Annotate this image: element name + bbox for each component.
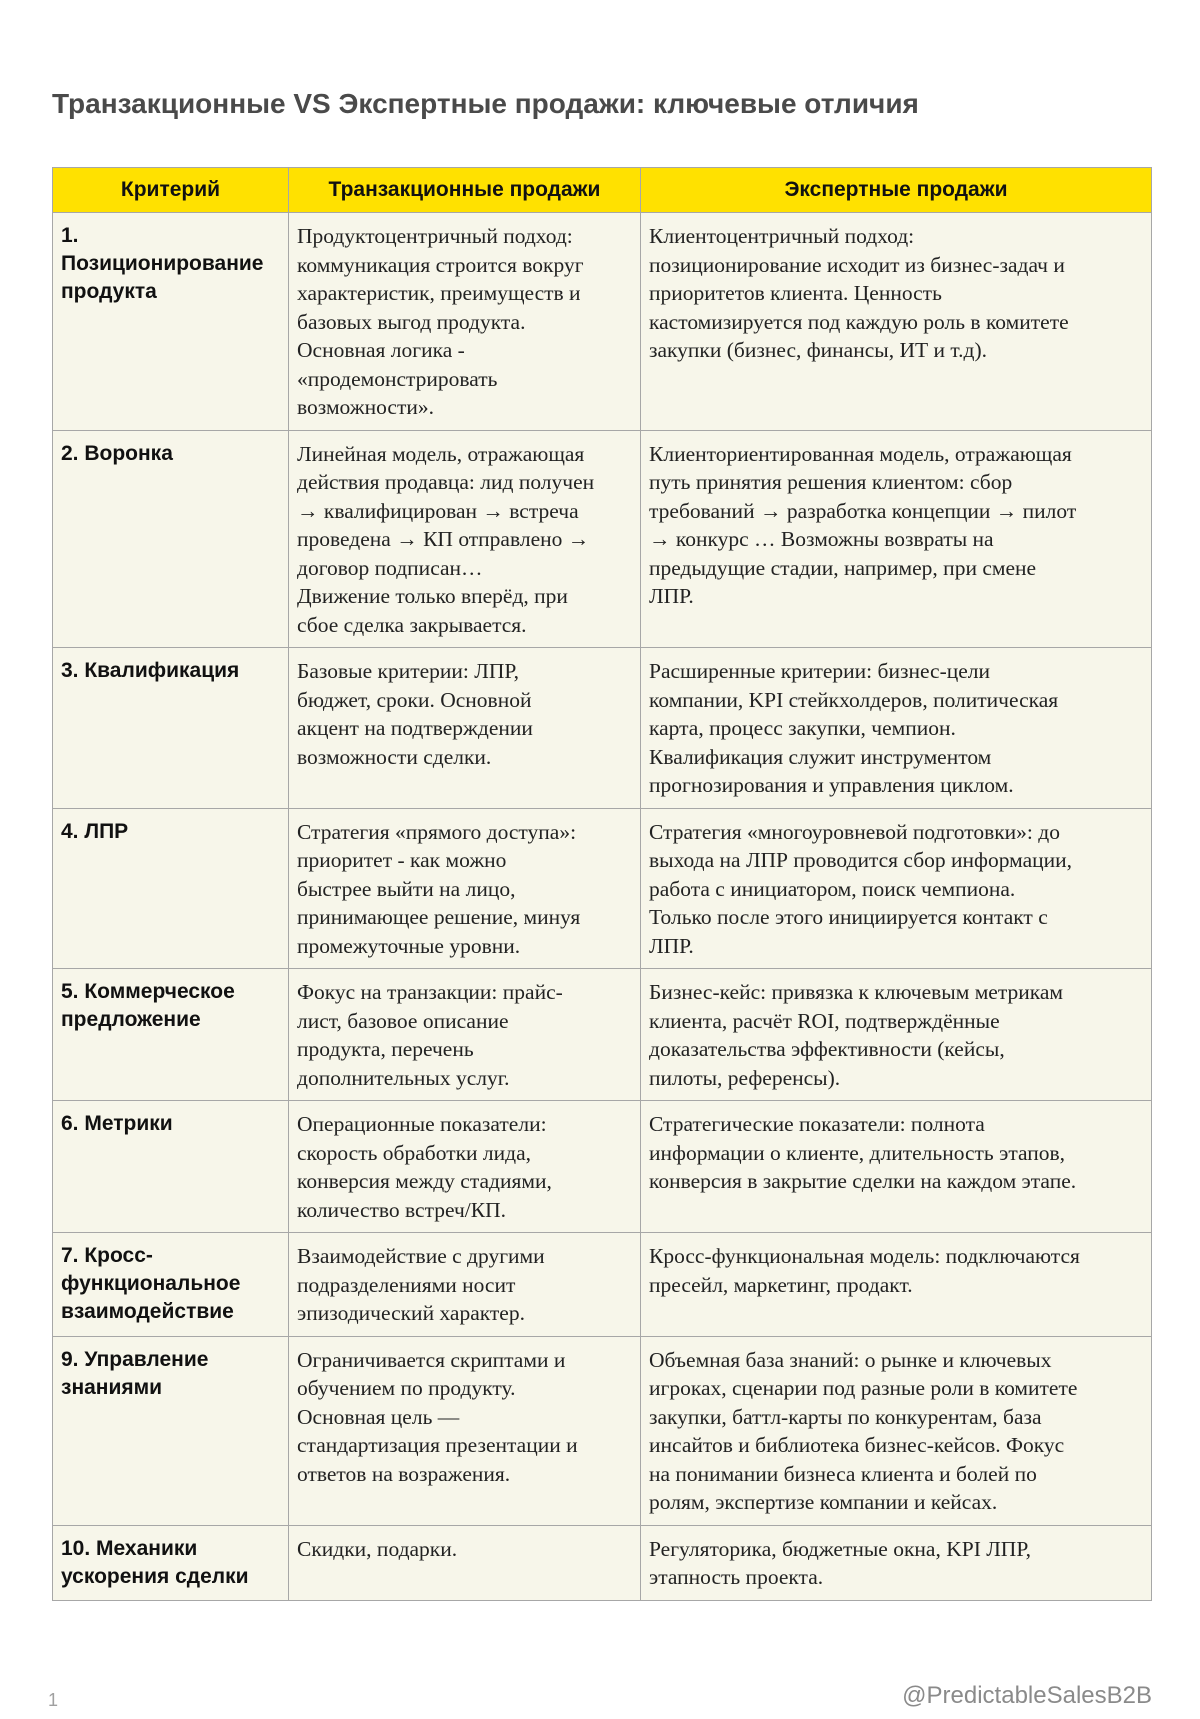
cell-text-line: коммуникация строится вокруг [297,252,584,277]
cell-text-line: Квалификация служит инструментом [649,744,992,769]
table-row [53,213,1152,431]
cell-text-line: информации о клиенте, длительность этапов, [649,1140,1066,1165]
cell-text-line: Операционные показатели: [297,1112,547,1136]
cell-text-line: 10. Механики [61,1536,198,1560]
cell-text-line: Скидки, подарки. [297,1536,458,1561]
cell-text-line: Объемная база знаний: о рынке и ключевых [649,1347,1052,1372]
table-row [53,648,1152,809]
table-row [53,808,1152,969]
cell-text-line: 4. ЛПР [61,819,129,843]
cell-text-line: Основная цель — [297,1404,460,1429]
cell-text-line: возможности сделки. [297,744,492,769]
watermark: @PredictableSalesB2B [902,1682,1152,1709]
cell-text-line: 2. Воронка [61,441,173,465]
cell-text-line: скорость обработки лида, [297,1140,532,1165]
cell-text-line: Расширенные критерии: бизнес-цели [649,659,991,683]
cell-text-line: базовых выгод продукта. [297,309,526,334]
cell-text-line: Стратегия «прямого доступа»: [297,819,577,844]
cell-text-line: инсайтов и библиотека бизнес-кейсов. Фокус [649,1433,1065,1457]
cell-text-line: пилоты, референсы). [649,1065,841,1090]
criterion-cell [53,1336,289,1525]
cell-text-line: 5. Коммерческое [61,980,235,1003]
expert-cell [641,213,1152,431]
cell-text-line: продукта, перечень [297,1037,474,1061]
criterion-cell [53,1233,289,1337]
comparison-table [52,167,1152,1601]
cell-text-line: конверсия между стадиями, [297,1169,552,1193]
cell-text-line: → квалифицирован → встреча [297,498,579,523]
cell-text-line: закупки, баттл-карты по конкурентам, база [649,1404,1042,1429]
cell-text-line: договор подписан… [297,555,483,580]
cell-text-line: Взаимодействие с другими [297,1244,545,1268]
cell-text-line: приоритет - как можно [297,848,507,872]
cell-text-line: 1. [61,224,79,247]
table-header-row [53,168,1152,213]
cell-text-line: Стратегические показатели: полнота [649,1112,985,1136]
cell-text-line: прогнозирования и управления циклом. [649,773,1014,797]
cell-text-line: этапность проекта. [649,1565,824,1589]
cell-text-line: Ограничивается скриптами и [297,1347,566,1372]
cell-text-line: быстрее выйти на лицо, [297,876,516,901]
cell-text-line: Стратегия «многоуровневой подготовки»: до [649,819,1060,844]
header-criterion: Критерий [53,168,289,213]
cell-text-line: лист, базовое описание [297,1008,509,1033]
header-expert: Экспертные продажи [641,168,1152,213]
expert-cell [641,648,1152,809]
cell-text-line: ЛПР. [649,933,694,958]
cell-text-line: продукта [61,280,157,303]
expert-cell [641,1336,1152,1525]
cell-text-line: кастомизируется под каждую роль в комитете [649,309,1069,334]
criterion-cell [53,430,289,648]
cell-text-line: 9. Управление [61,1347,209,1371]
cell-text-line: 7. Кросс- [61,1244,153,1267]
transactional-cell [289,213,641,431]
cell-text-line: знаниями [61,1375,163,1399]
cell-text-line: стандартизация презентации и [297,1433,578,1457]
criterion-cell [53,1101,289,1233]
cell-text-line: ускорения сделки [61,1564,249,1588]
cell-text-line: работа с инициатором, поиск чемпиона. [649,876,1016,901]
cell-text-line: позиционирование исходит из бизнес-задач и [649,252,1065,277]
cell-text-line: «продемонстрировать [297,366,498,391]
cell-text-line: Базовые критерии: ЛПР, [297,659,520,683]
cell-text-line: Продуктоцентричный подход: [297,224,573,248]
table-row [53,1233,1152,1337]
transactional-cell [289,808,641,969]
cell-text-line: → конкурс … Возможны возвраты на [649,527,994,551]
cell-text-line: 3. Квалификация [61,659,240,682]
cell-text-line: бюджет, сроки. Основной [297,687,532,712]
cell-text-line: Только после этого инициируется контакт с [649,905,1048,929]
criterion-cell [53,1525,289,1600]
cell-text-line: карта, процесс закупки, чемпион. [649,716,956,740]
cell-text-line: требований → разработка концепции → пилот [649,498,1077,523]
expert-cell [641,808,1152,969]
expert-cell [641,969,1152,1101]
transactional-cell [289,1233,641,1337]
cell-text-line: Фокус на транзакции: прайс- [297,980,563,1004]
transactional-cell [289,430,641,648]
cell-text-line: ролям, экспертизе компании и кейсах. [649,1490,998,1514]
cell-text-line: характеристик, преимуществ и [297,281,581,305]
cell-text-line: промежуточные уровни. [297,933,521,958]
transactional-cell [289,1525,641,1600]
transactional-cell [289,969,641,1101]
cell-text-line: подразделениями носит [297,1272,516,1297]
cell-text-line: Клиентоцентричный подход: [649,224,915,248]
table-row [53,1101,1152,1233]
criterion-cell [53,808,289,969]
cell-text-line: Клиенториентированная модель, отражающая [649,441,1072,466]
cell-text-line: предложение [61,1008,201,1031]
expert-cell [641,430,1152,648]
cell-text-line: сбое сделка закрывается. [297,612,527,637]
cell-text-line: путь принятия решения клиентом: сбор [649,470,1013,494]
cell-text-line: Регуляторика, бюджетные окна, KPI ЛПР, [649,1536,1031,1561]
cell-text-line: взаимодействие [61,1300,234,1323]
cell-text-line: клиента, расчёт ROI, подтверждённые [649,1008,1000,1033]
table-row [53,1525,1152,1600]
header-transactional: Транзакционные продажи [289,168,641,213]
cell-text-line: Линейная модель, отражающая [297,441,585,466]
expert-cell [641,1525,1152,1600]
cell-text-line: количество встреч/КП. [297,1197,507,1222]
cell-text-line: возможности». [297,395,434,419]
cell-text-line: действия продавца: лид получен [297,470,595,494]
cell-text-line: игроках, сценарии под разные роли в комитете [649,1376,1078,1400]
transactional-cell [289,1101,641,1233]
cell-text-line: Движение только вперёд, при [297,584,568,608]
cell-text-line: акцент на подтверждении [297,716,533,740]
cell-text-line: принимающее решение, минуя [297,905,581,929]
cell-text-line: приоритетов клиента. Ценность [649,281,942,305]
transactional-cell [289,648,641,809]
cell-text-line: на понимании бизнеса клиента и болей по [649,1461,1037,1486]
criterion-cell [53,213,289,431]
transactional-cell [289,1336,641,1525]
cell-text-line: ЛПР. [649,584,694,608]
cell-text-line: Позиционирование [61,252,264,275]
cell-text-line: конверсия в закрытие сделки на каждом этапе. [649,1169,1077,1193]
cell-text-line: выхода на ЛПР проводится сбор информации, [649,848,1073,872]
cell-text-line: эпизодический характер. [297,1301,525,1325]
cell-text-line: Бизнес-кейс: привязка к ключевым метрикам [649,980,1064,1004]
table-row [53,430,1152,648]
criterion-cell [53,648,289,809]
cell-text-line: Основная логика - [297,338,465,362]
criterion-cell [53,969,289,1101]
cell-text-line: доказательства эффективности (кейсы, [649,1037,1005,1061]
cell-text-line: дополнительных услуг. [297,1065,510,1090]
cell-text-line: пресейл, маркетинг, продакт. [649,1272,913,1297]
expert-cell [641,1101,1152,1233]
table-row [53,969,1152,1101]
cell-text-line: ответов на возражения. [297,1461,511,1486]
cell-text-line: проведена → КП отправлено → [297,527,590,551]
table-row [53,1336,1152,1525]
cell-text-line: Кросс-функциональная модель: подключаются [649,1244,1080,1268]
cell-text-line: функциональное [61,1272,241,1295]
expert-cell [641,1233,1152,1337]
cell-text-line: обучением по продукту. [297,1376,516,1400]
document-title: Транзакционные VS Экспертные продажи: ключевые отличия [52,88,919,119]
cell-text-line: компании, KPI стейкхолдеров, политическая [649,687,1059,712]
cell-text-line: 6. Метрики [61,1112,173,1135]
cell-text-line: предыдущие стадии, например, при смене [649,555,1037,580]
cell-text-line: закупки (бизнес, финансы, ИТ и т.д). [649,338,988,362]
page-number: 1 [48,1690,59,1710]
